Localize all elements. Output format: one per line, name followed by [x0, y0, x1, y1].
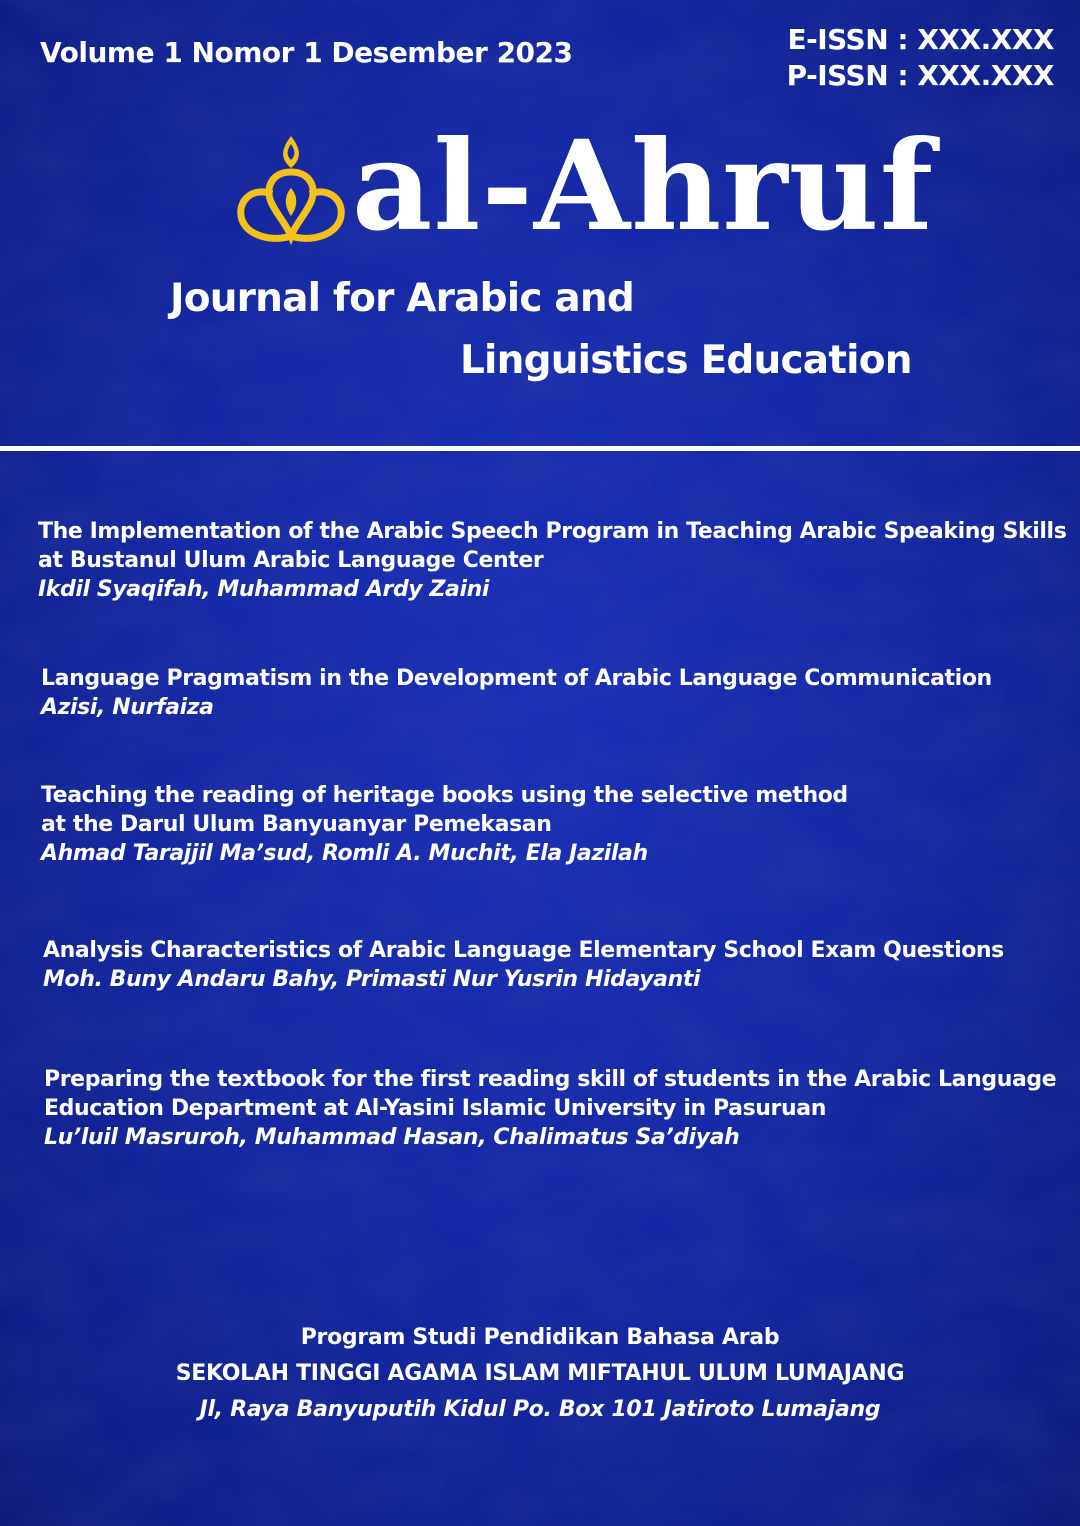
article-entry: [44, 1065, 1074, 1152]
journal-logo-icon: [232, 132, 350, 250]
article-authors: Azisi, Nurfaiza: [41, 695, 214, 720]
institution-name: SEKOLAH TINGGI AGAMA ISLAM MIFTAHUL ULUM LUMAJANG: [175, 1361, 905, 1386]
article-entry: [43, 936, 1073, 994]
article-title: Analysis Characteristics of Arabic Language Elementary School Exam Questions: [43, 938, 1004, 963]
volume-issue-label: Volume 1 Nomor 1 Desember 2023: [40, 36, 573, 69]
article-authors: Ikdil Syaqifah, Muhammad Ardy Zaini: [38, 577, 490, 602]
header-divider: [0, 446, 1080, 451]
article-title: The Implementation of the Arabic Speech Program in Teaching Arabic Speaking Skills: [38, 519, 1067, 544]
publisher-footer: [0, 1320, 1080, 1428]
issn-block: [787, 22, 1054, 94]
study-program: Program Studi Pendidikan Bahasa Arab: [300, 1325, 780, 1350]
journal-name: al-Ahruf: [352, 114, 935, 259]
article-authors: Lu’luil Masruroh, Muhammad Hasan, Chalimatus Sa’diyah: [44, 1125, 740, 1150]
article-title: Language Pragmatism in the Development of Arabic Language Communication: [41, 666, 992, 691]
journal-subtitle-line-2: Linguistics Education: [460, 338, 912, 383]
article-entry: [41, 664, 1071, 722]
e-issn: E-ISSN : XXX.XXX: [787, 23, 1054, 56]
article-title: Preparing the textbook for the first reading skill of students in the Arabic Language: [44, 1067, 1057, 1092]
article-title: Education Department at Al-Yasini Islamic University in Pasuruan: [44, 1096, 826, 1121]
article-title: at the Darul Ulum Banyuanyar Pemekasan: [41, 812, 552, 837]
article-entry: [41, 781, 1071, 868]
p-issn: P-ISSN : XXX.XXX: [786, 59, 1054, 92]
article-entry: [38, 517, 1068, 604]
journal-subtitle-line-1: Journal for Arabic and: [170, 276, 635, 321]
article-authors: Moh. Buny Andaru Bahy, Primasti Nur Yusrin Hidayanti: [43, 967, 701, 992]
article-title: Teaching the reading of heritage books using the selective method: [41, 783, 848, 808]
article-title: at Bustanul Ulum Arabic Language Center: [38, 548, 544, 573]
institution-address: Jl, Raya Banyuputih Kidul Po. Box 101 Jatiroto Lumajang: [199, 1397, 881, 1422]
article-authors: Ahmad Tarajjil Ma’sud, Romli A. Muchit, Ela Jazilah: [41, 841, 648, 866]
